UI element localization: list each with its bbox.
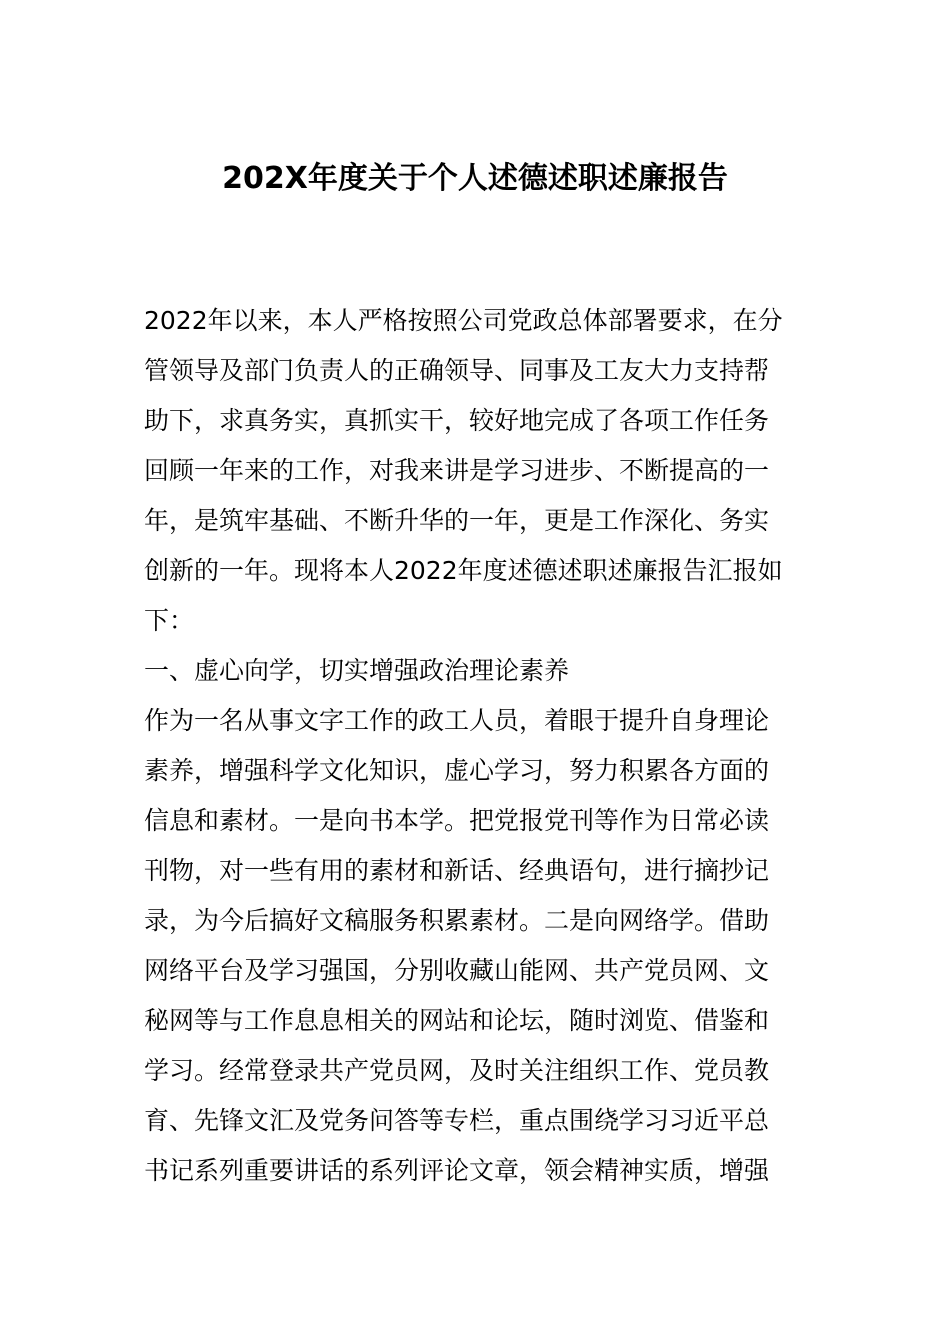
document-title: 202X年度关于个人述德述职述廉报告 [222,161,728,196]
document-body [144,296,844,1196]
body-line: 书记系列重要讲话的系列评论文章，领会精神实质，增强 [144,1156,770,1185]
body-line: 秘网等与工作息息相关的网站和论坛，随时浏览、借鉴和 [144,1006,770,1035]
body-line: 学习。经常登录共产党员网，及时关注组织工作、党员教 [144,1056,770,1085]
body-line: 信息和素材。一是向书本学。把党报党刊等作为日常必读 [144,806,770,835]
body-line: 育、先锋文汇及党务问答等专栏，重点围绕学习习近平总 [144,1106,770,1135]
body-line: 管领导及部门负责人的正确领导、同事及工友大力支持帮 [144,356,770,385]
body-line: 2022年以来，本人严格按照公司党政总体部署要求，在分 [144,306,783,335]
body-line: 刊物，对一些有用的素材和新话、经典语句，进行摘抄记 [144,856,770,885]
body-line: 素养，增强科学文化知识，虚心学习，努力积累各方面的 [144,756,770,785]
body-line: 网络平台及学习强国，分别收藏山能网、共产党员网、文 [144,956,770,985]
body-line: 下： [144,606,195,635]
body-line: 录，为今后搞好文稿服务积累素材。二是向网络学。借助 [144,906,770,935]
body-line: 助下，求真务实，真抓实干，较好地完成了各项工作任务 [144,406,770,435]
body-line: 回顾一年来的工作，对我来讲是学习进步、不断提高的一 [144,456,770,485]
body-line: 创新的一年。现将本人2022年度述德述职述廉报告汇报如 [144,556,783,585]
body-line: 作为一名从事文字工作的政工人员，着眼于提升自身理论 [144,706,770,735]
section-heading: 一、虚心向学，切实增强政治理论素养 [144,656,570,685]
body-line: 年，是筑牢基础、不断升华的一年，更是工作深化、务实 [144,506,770,535]
